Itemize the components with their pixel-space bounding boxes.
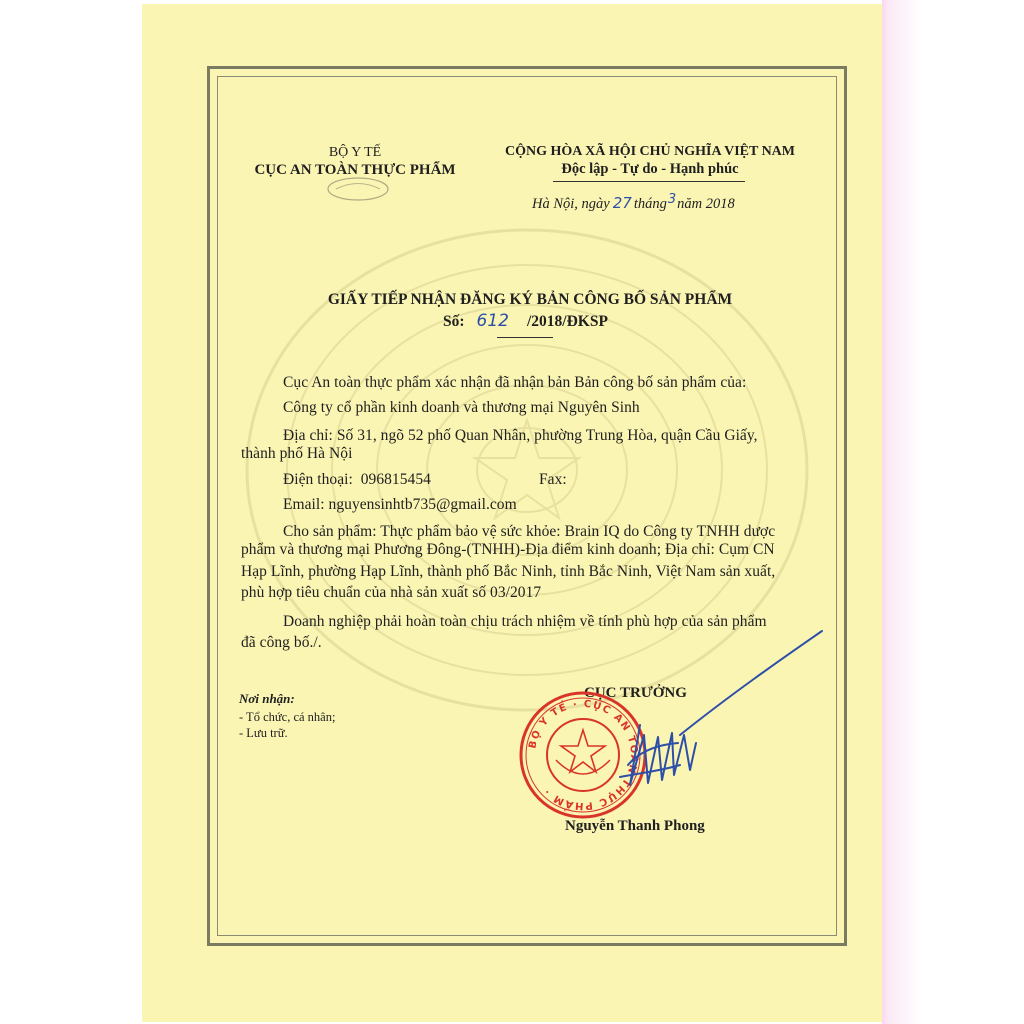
recipient-item: - Tổ chức, cá nhân; [239,710,336,724]
signer-name: Nguyễn Thanh Phong [565,818,705,834]
product-line-1: Cho sản phẩm: Thực phẩm bảo vệ sức khỏe: Brain IQ do Công ty TNHH dược [283,523,776,540]
country-name: CỘNG HÒA XÃ HỘI CHỦ NGHĨA VIỆT NAM [504,144,795,159]
issue-date [532,194,735,213]
date-prefix: Hà Nội, ngày [532,196,610,212]
number-handwritten: 612 [476,311,509,331]
department-seal-faint [318,176,398,206]
recipient-item: - Lưu trữ. [239,726,288,740]
title-underline [497,337,553,338]
product-line-2: phẩm và thương mại Phương Đông-(TNHH)-Địa điểm kinh doanh; Địa chỉ: Cụm CN [241,541,775,558]
date-month-handwritten: 3 [667,192,677,207]
email-line: Email: nguyensinhtb735@gmail.com [283,496,517,513]
handwritten-signature [600,625,830,800]
date-day-handwritten: 27 [612,194,632,212]
recipients-label: Nơi nhận: [239,691,295,706]
date-month-label: tháng [633,196,667,212]
phone-value: 096815454 [360,471,431,488]
product-line-4: phù hợp tiêu chuẩn của nhà sản xuất số 03/2017 [241,584,542,601]
department-name: CỤC AN TOÀN THỰC PHẨM [254,162,456,178]
ministry-name: BỘ Y TẾ [328,145,382,160]
signer-position: CỤC TRƯỞNG [584,685,687,701]
intro-paragraph: Cục An toàn thực phẩm xác nhận đã nhận bản Bản công bố sản phẩm của: [283,374,747,391]
motto-underline [553,181,745,182]
responsibility-line-1: Doanh nghiệp phải hoàn toàn chịu trách nhiệm về tính phù hợp của sản phẩm [283,613,767,630]
company-name: Công ty cổ phần kinh doanh và thương mại Nguyên Sinh [283,399,640,416]
number-label: Số: [443,313,465,330]
phone-line [283,471,431,489]
document-title: GIẤY TIẾP NHẬN ĐĂNG KÝ BẢN CÔNG BỐ SẢN PHẨM [327,291,733,308]
number-suffix: /2018/ĐKSP [527,313,608,330]
product-line-3: Hạp Lĩnh, phường Hạp Lĩnh, thành phố Bắc Ninh, tỉnh Bắc Ninh, Việt Nam sản xuất, [241,563,776,580]
responsibility-line-2: đã công bố./. [241,634,322,651]
address-line-1: Địa chỉ: Số 31, ngõ 52 phố Quan Nhân, phường Trung Hòa, quận Cầu Giấy, [283,427,758,444]
document-number [443,311,608,331]
svg-text:BỘ Y TẾ · CỤC AN TOÀN THỰC PHẨ: BỘ Y TẾ · CỤC AN TOÀN THỰC PHẨM · [527,698,640,812]
date-year: năm 2018 [677,196,735,212]
national-motto: Độc lập - Tự do - Hạnh phúc [561,161,739,177]
phone-label: Điện thoại: [283,471,353,488]
address-line-2: thành phố Hà Nội [241,445,353,462]
paper-edge [882,0,1024,1024]
fax-label: Fax: [539,471,567,488]
